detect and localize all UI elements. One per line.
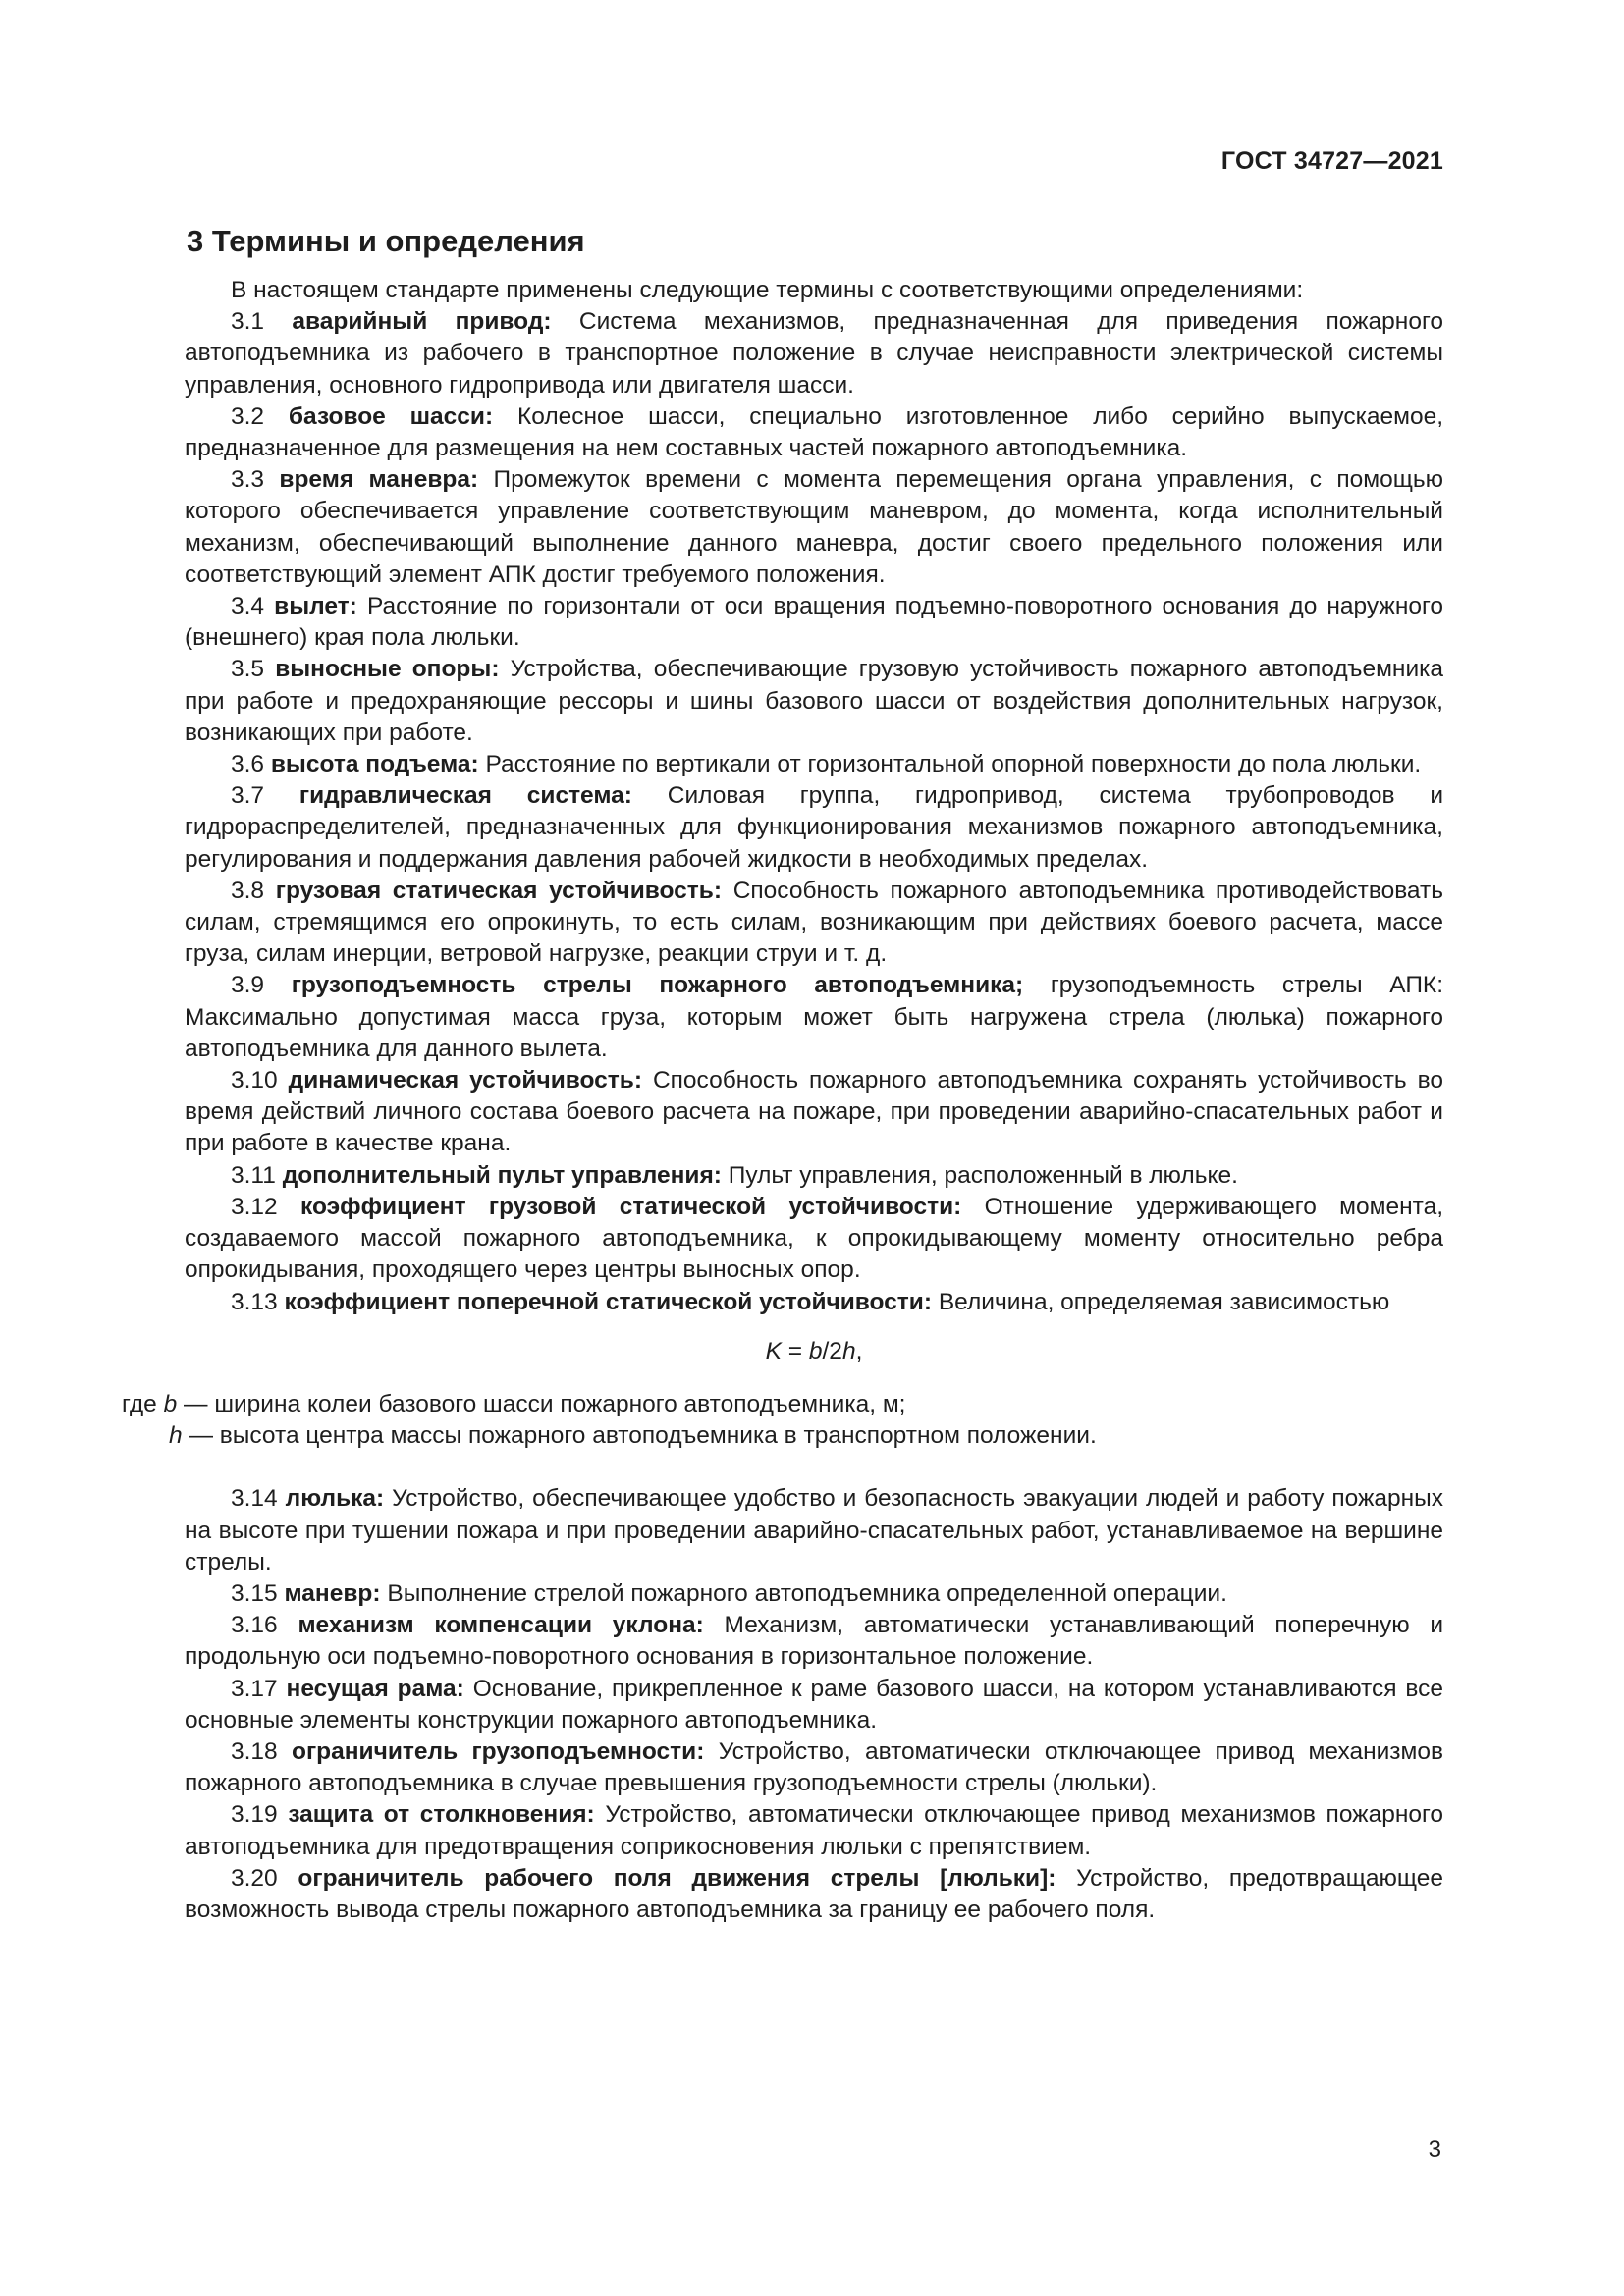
term-number: 3.13 (231, 1288, 278, 1315)
term-definition (185, 464, 1443, 591)
term-name: динамическая устойчивость: (288, 1067, 642, 1095)
term-number: 3.9 (231, 972, 265, 999)
term-number: 3.15 (231, 1579, 278, 1607)
where-prefix: где (122, 1390, 164, 1417)
term-name: дополнительный пульт управления: (282, 1161, 722, 1189)
term-definition (185, 1610, 1443, 1673)
standard-number: ГОСТ 34727—2021 (1220, 147, 1443, 175)
term-name: ограничитель грузоподъемности: (292, 1737, 705, 1765)
term-text: Система механизмов, предназначенная для приведения пожарного автоподъемника из рабочего в транспортное положение в случае неисправности электрической системы управления, основного гидропривода или двигателя шасси. (185, 308, 1443, 399)
term-text: Основание, прикрепленное к раме базового шасси, на котором устанавливаются все основные элементы конструкции пожарного автоподъемника. (185, 1675, 1443, 1734)
term-number: 3.12 (231, 1193, 278, 1220)
term-text: грузоподъемность стрелы АПК: Максимально допустимая масса груза, которым может быть нагружена стрела (люлька) пожарного автоподъемника для данного вылета. (185, 972, 1444, 1062)
term-number: 3.18 (231, 1737, 278, 1765)
term-number: 3.14 (231, 1485, 278, 1513)
term-text: Способность пожарного автоподъемника сохранять устойчивость во время действий личного состава боевого расчета на пожаре, при проведении аварийно-спасательных работ и при работе в качестве крана. (185, 1067, 1443, 1157)
formula-b: b (808, 1337, 823, 1364)
formula-eq: = (781, 1337, 809, 1364)
section-title: 3 Термины и определения (187, 224, 585, 258)
intro-paragraph: В настоящем стандарте применены следующие термины с соответствующими определениями: (231, 277, 1304, 303)
term-definition (185, 876, 1443, 971)
term-definition (185, 654, 1443, 749)
term-name: выносные опоры: (275, 656, 500, 683)
term-definition (185, 970, 1443, 1065)
terms-list (185, 306, 1443, 1318)
term-definition (185, 1578, 1443, 1610)
term-number: 3.3 (231, 466, 265, 494)
term-definition (185, 306, 1443, 401)
term-number: 3.1 (231, 308, 265, 336)
term-text: Устройство, автоматически отключающее привод механизмов пожарного автоподъемника для предотвращения соприкосновения люльки с препятствием. (185, 1801, 1443, 1860)
where-line-b (122, 1389, 1443, 1420)
term-number: 3.16 (231, 1612, 278, 1639)
term-number: 3.19 (231, 1801, 278, 1829)
page-number: 3 (1428, 2136, 1441, 2163)
term-name: грузовая статическая устойчивость: (275, 877, 722, 904)
term-text: Расстояние по вертикали от горизонтальной опорной поверхности до пола люльки. (485, 751, 1422, 778)
term-definition (185, 401, 1443, 464)
term-number: 3.4 (231, 593, 265, 620)
term-name: коэффициент поперечной статической устойчивости: (284, 1288, 933, 1315)
formula-k: K (765, 1337, 782, 1364)
formula-slash: /2 (822, 1337, 842, 1364)
term-name: механизм компенсации уклона: (298, 1612, 704, 1639)
term-definition (185, 1483, 1443, 1578)
term-definition (185, 591, 1443, 654)
term-definition (185, 1799, 1443, 1862)
term-name: маневр: (284, 1579, 381, 1607)
term-name: ограничитель рабочего поля движения стрелы [люльки]: (298, 1864, 1056, 1892)
term-definition (185, 1863, 1443, 1926)
term-text: Колесное шасси, специально изготовленное либо серийно выпускаемое, предназначенное для размещения на нем составных частей пожарного автоподъемника. (185, 402, 1444, 462)
term-definition (185, 1736, 1443, 1799)
formula-end: , (855, 1337, 863, 1364)
term-definition (185, 1160, 1443, 1192)
where-symbol: h (169, 1422, 183, 1450)
term-name: гидравлическая система: (298, 782, 632, 810)
spacer (185, 1452, 1443, 1483)
where-line-h (169, 1420, 1443, 1452)
term-name: высота подъема: (270, 751, 479, 778)
term-number: 3.7 (231, 782, 265, 810)
term-text: Силовая группа, гидропривод, система трубопроводов и гидрораспределителей, предназначенных для функционирования механизмов пожарного автоподъемника, регулирования и поддержания давления рабочей жидкости в необходимых пределах. (185, 782, 1444, 873)
term-number: 3.17 (231, 1675, 278, 1702)
term-number: 3.11 (231, 1161, 276, 1189)
term-text: Выполнение стрелой пожарного автоподъемника определенной операции. (387, 1579, 1227, 1607)
term-number: 3.6 (231, 751, 265, 778)
term-number: 3.5 (231, 656, 265, 683)
where-text: — ширина колеи базового шасси пожарного автоподъемника, м; (177, 1390, 906, 1417)
term-name: время маневра: (279, 466, 479, 494)
term-name: базовое шасси: (288, 402, 494, 430)
formula (185, 1336, 1443, 1367)
term-number: 3.8 (231, 877, 265, 904)
term-definition (185, 1674, 1443, 1736)
term-name: аварийный привод: (292, 308, 552, 336)
formula-h: h (841, 1337, 856, 1364)
term-text: Отношение удерживающего момента, создаваемого массой пожарного автоподъемника, к опрокидывающему моменту относительно ребра опрокидывания, проходящего через центры выносных опор. (185, 1193, 1443, 1284)
term-text: Расстояние по горизонтали от оси вращения подъемно-поворотного основания до наружного (внешнего) края пола люльки. (185, 593, 1444, 652)
term-name: коэффициент грузовой статической устойчивости: (300, 1193, 962, 1220)
term-definition (185, 1287, 1443, 1318)
term-text: Устройства, обеспечивающие грузовую устойчивость пожарного автоподъемника при работе и предохраняющие рессоры и шины базового шасси от воздействия дополнительных нагрузок, возникающих при работе. (185, 656, 1444, 746)
term-definition (185, 1065, 1443, 1160)
term-definition (185, 749, 1443, 780)
term-number: 3.20 (231, 1864, 278, 1892)
term-text: Механизм, автоматически устанавливающий поперечную и продольную оси подъемно-поворотного основания в горизонтальное положение. (185, 1612, 1443, 1671)
term-definition (185, 780, 1443, 876)
term-number: 3.10 (231, 1067, 278, 1095)
term-text: Устройство, автоматически отключающее привод механизмов пожарного автоподъемника в случае превышения грузоподъемности стрелы (люльки). (185, 1737, 1443, 1797)
term-definition (185, 1192, 1443, 1287)
where-text: — высота центра массы пожарного автоподъемника в транспортном положении. (182, 1422, 1097, 1450)
term-text: Устройство, обеспечивающее удобство и безопасность эвакуации людей и работу пожарных на высоте при тушении пожара и при проведении аварийно-спасательных работ, устанавливаемое на вершине стрелы. (185, 1485, 1443, 1575)
term-number: 3.2 (231, 402, 265, 430)
page-content (122, 222, 1444, 1926)
term-text: Величина, определяемая зависимостью (938, 1288, 1390, 1315)
term-text: Промежуток времени с момента перемещения органа управления, с помощью которого обеспечивается управление соответствующим маневром, до момента, когда исполнительный механизм, обеспечивающий выполнение данного маневра, достиг своего предельного положения или соответствующий элемент АПК достиг требуемого положения. (185, 466, 1444, 588)
term-text: Способность пожарного автоподъемника противодействовать силам, стремящимся его опрокинуть, то есть силам, возникающим при действиях боевого расчета, массе груза, силам инерции, ветровой нагрузке, реакции струи и т. д. (185, 877, 1444, 968)
term-name: защита от столкновения: (288, 1801, 595, 1829)
term-text: Пульт управления, расположенный в люльке. (728, 1161, 1238, 1189)
term-name: грузоподъемность стрелы пожарного автоподъемника; (291, 972, 1024, 999)
where-symbol: b (163, 1390, 178, 1417)
term-name: вылет: (274, 593, 357, 620)
terms-list-continued (185, 1483, 1443, 1926)
term-text: Устройство, предотвращающее возможность вывода стрелы пожарного автоподъемника за границу ее рабочего поля. (185, 1864, 1443, 1923)
term-name: люлька: (285, 1485, 385, 1513)
term-name: несущая рама: (286, 1675, 464, 1702)
